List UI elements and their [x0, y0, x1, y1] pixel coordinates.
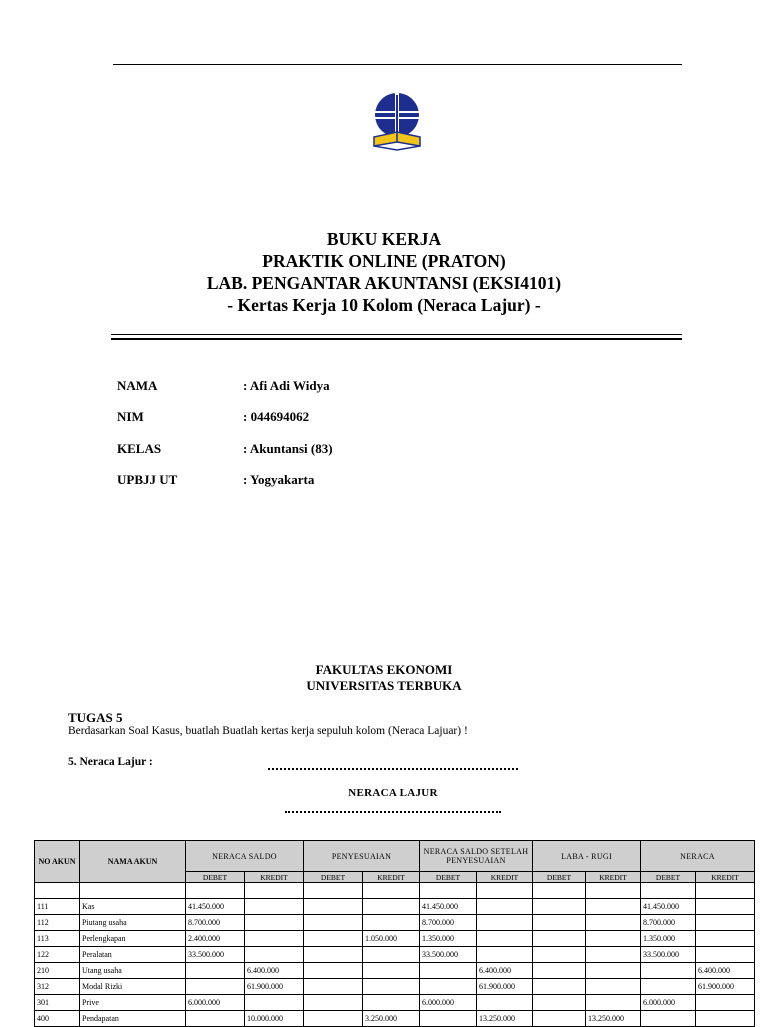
amount-cell [641, 979, 696, 995]
amount-cell: 6.000.000 [641, 995, 696, 1011]
amount-cell [477, 995, 533, 1011]
amount-cell: 8.700.000 [641, 915, 696, 931]
account-name-cell: Piutang usaha [80, 915, 186, 931]
account-number-cell: 301 [35, 995, 80, 1011]
amount-cell [304, 979, 363, 995]
header-kredit: KREDIT [477, 872, 533, 883]
amount-cell [363, 915, 420, 931]
blank-row [35, 883, 755, 899]
amount-cell [363, 995, 420, 1011]
table-cell [641, 883, 696, 899]
header-ns-setelah-penyesuaian: NERACA SALDO SETELAH PENYESUAIAN [420, 841, 533, 872]
account-number-cell: 400 [35, 1011, 80, 1027]
amount-cell [245, 899, 304, 915]
amount-cell [304, 947, 363, 963]
table-row [35, 947, 755, 963]
upbjj-label: UPBJJ UT [117, 472, 178, 487]
amount-cell [186, 979, 245, 995]
table-row [35, 915, 755, 931]
amount-cell: 33.500.000 [186, 947, 245, 963]
amount-cell: 41.450.000 [420, 899, 477, 915]
nim-label: NIM [117, 409, 144, 424]
header-debet: DEBET [186, 872, 245, 883]
amount-cell: 33.500.000 [420, 947, 477, 963]
account-name-cell: Modal Rizki [80, 979, 186, 995]
account-number-cell: 312 [35, 979, 80, 995]
amount-cell [696, 947, 755, 963]
faculty-line-1: FAKULTAS EKONOMI [315, 662, 453, 677]
account-name-cell: Pendapatan [80, 1011, 186, 1027]
header-neraca: NERACA [641, 841, 755, 872]
amount-cell [533, 979, 586, 995]
header-debet: DEBET [533, 872, 586, 883]
account-name-cell: Perlengkapan [80, 931, 186, 947]
amount-cell [696, 915, 755, 931]
nama-value: : Afi Adi Widya [243, 378, 330, 393]
task-title: TUGAS 5 [68, 710, 123, 725]
kelas-value: : Akuntansi (83) [243, 441, 333, 456]
title-line-2: PRAKTIK ONLINE (PRATON) [262, 251, 506, 271]
amount-cell [533, 1011, 586, 1027]
amount-cell [304, 931, 363, 947]
amount-cell [533, 931, 586, 947]
header-no-akun: NO AKUN [35, 841, 80, 883]
account-number-cell: 113 [35, 931, 80, 947]
amount-cell [696, 1011, 755, 1027]
top-rule [113, 64, 682, 65]
amount-cell [420, 1011, 477, 1027]
amount-cell: 61.900.000 [245, 979, 304, 995]
account-number-cell: 111 [35, 899, 80, 915]
amount-cell [245, 931, 304, 947]
nim-value: : 044694062 [243, 409, 310, 424]
amount-cell: 33.500.000 [641, 947, 696, 963]
upbjj-value: : Yogyakarta [243, 472, 315, 487]
amount-cell: 41.450.000 [186, 899, 245, 915]
amount-cell [477, 947, 533, 963]
amount-cell [696, 899, 755, 915]
table-cell [186, 883, 245, 899]
account-number-cell: 210 [35, 963, 80, 979]
amount-cell [363, 979, 420, 995]
amount-cell [586, 995, 641, 1011]
table-cell [420, 883, 477, 899]
header-neraca-saldo: NERACA SALDO [186, 841, 304, 872]
double-rule [111, 334, 682, 340]
amount-cell: 13.250.000 [477, 1011, 533, 1027]
amount-cell [586, 947, 641, 963]
amount-cell [586, 979, 641, 995]
amount-cell [245, 915, 304, 931]
amount-cell [696, 931, 755, 947]
header-debet: DEBET [304, 872, 363, 883]
amount-cell [533, 899, 586, 915]
table-cell [586, 883, 641, 899]
amount-cell [586, 931, 641, 947]
amount-cell: 1.350.000 [420, 931, 477, 947]
amount-cell: 13.250.000 [586, 1011, 641, 1027]
amount-cell: 41.450.000 [641, 899, 696, 915]
amount-cell [245, 947, 304, 963]
amount-cell [533, 995, 586, 1011]
header-debet: DEBET [420, 872, 477, 883]
header-nama-akun: NAMA AKUN [80, 841, 186, 883]
account-number-cell: 112 [35, 915, 80, 931]
header-kredit: KREDIT [363, 872, 420, 883]
table-cell [533, 883, 586, 899]
table-cell [696, 883, 755, 899]
amount-cell: 6.400.000 [245, 963, 304, 979]
account-name-cell: Kas [80, 899, 186, 915]
amount-cell [420, 963, 477, 979]
header-penyesuaian: PENYESUAIAN [304, 841, 420, 872]
amount-cell [420, 979, 477, 995]
section-label: 5. Neraca Lajur : [68, 756, 153, 768]
worksheet-table [34, 840, 755, 1027]
title-line-4: - Kertas Kerja 10 Kolom (Neraca Lajur) - [227, 295, 541, 315]
table-cell [80, 883, 186, 899]
table-cell [35, 883, 80, 899]
faculty-line-2: UNIVERSITAS TERBUKA [306, 678, 462, 693]
account-name-cell: Utang usaha [80, 963, 186, 979]
amount-cell [304, 899, 363, 915]
account-name-cell: Prive [80, 995, 186, 1011]
amount-cell [533, 963, 586, 979]
account-number-cell: 122 [35, 947, 80, 963]
amount-cell [477, 915, 533, 931]
amount-cell [304, 995, 363, 1011]
amount-cell [186, 1011, 245, 1027]
amount-cell [586, 963, 641, 979]
table-row [35, 931, 755, 947]
header-row-groups [35, 841, 755, 872]
header-kredit: KREDIT [586, 872, 641, 883]
amount-cell [304, 963, 363, 979]
amount-cell: 1.050.000 [363, 931, 420, 947]
table-cell [363, 883, 420, 899]
amount-cell [245, 995, 304, 1011]
table-row [35, 1011, 755, 1027]
amount-cell [363, 963, 420, 979]
table-row [35, 979, 755, 995]
kelas-label: KELAS [117, 441, 162, 456]
account-name-cell: Peralatan [80, 947, 186, 963]
amount-cell [477, 899, 533, 915]
amount-cell [186, 963, 245, 979]
amount-cell [586, 915, 641, 931]
amount-cell [586, 899, 641, 915]
header-laba-rugi: LABA - RUGI [533, 841, 641, 872]
amount-cell: 61.900.000 [696, 979, 755, 995]
header-kredit: KREDIT [245, 872, 304, 883]
header-debet: DEBET [641, 872, 696, 883]
title-line-1: BUKU KERJA [326, 229, 442, 249]
amount-cell [533, 947, 586, 963]
table-cell [477, 883, 533, 899]
table-title: NERACA LAJUR [348, 787, 438, 799]
table-cell [245, 883, 304, 899]
table-row [35, 899, 755, 915]
amount-cell: 3.250.000 [363, 1011, 420, 1027]
table-row [35, 963, 755, 979]
table-row [35, 995, 755, 1011]
amount-cell: 6.000.000 [420, 995, 477, 1011]
amount-cell: 6.000.000 [186, 995, 245, 1011]
nama-label: NAMA [117, 378, 158, 393]
amount-cell [304, 1011, 363, 1027]
amount-cell [363, 899, 420, 915]
amount-cell [696, 995, 755, 1011]
title-line-3: LAB. PENGANTAR AKUNTANSI (EKSI4101) [206, 273, 562, 293]
dotted-rule-bottom [285, 811, 501, 813]
amount-cell: 1.350.000 [641, 931, 696, 947]
university-logo-icon [371, 91, 423, 153]
dotted-rule-top [268, 768, 518, 770]
amount-cell: 6.400.000 [477, 963, 533, 979]
amount-cell [641, 1011, 696, 1027]
amount-cell: 61.900.000 [477, 979, 533, 995]
amount-cell: 8.700.000 [420, 915, 477, 931]
header-kredit: KREDIT [696, 872, 755, 883]
amount-cell [304, 915, 363, 931]
amount-cell: 6.400.000 [696, 963, 755, 979]
amount-cell [533, 915, 586, 931]
amount-cell: 2.400.000 [186, 931, 245, 947]
table-cell [304, 883, 363, 899]
amount-cell: 8.700.000 [186, 915, 245, 931]
task-text: Berdasarkan Soal Kasus, buatlah Buatlah kertas kerja sepuluh kolom (Neraca Lajuar) ! [68, 725, 468, 737]
amount-cell [641, 963, 696, 979]
amount-cell [477, 931, 533, 947]
amount-cell: 10.000.000 [245, 1011, 304, 1027]
amount-cell [363, 947, 420, 963]
